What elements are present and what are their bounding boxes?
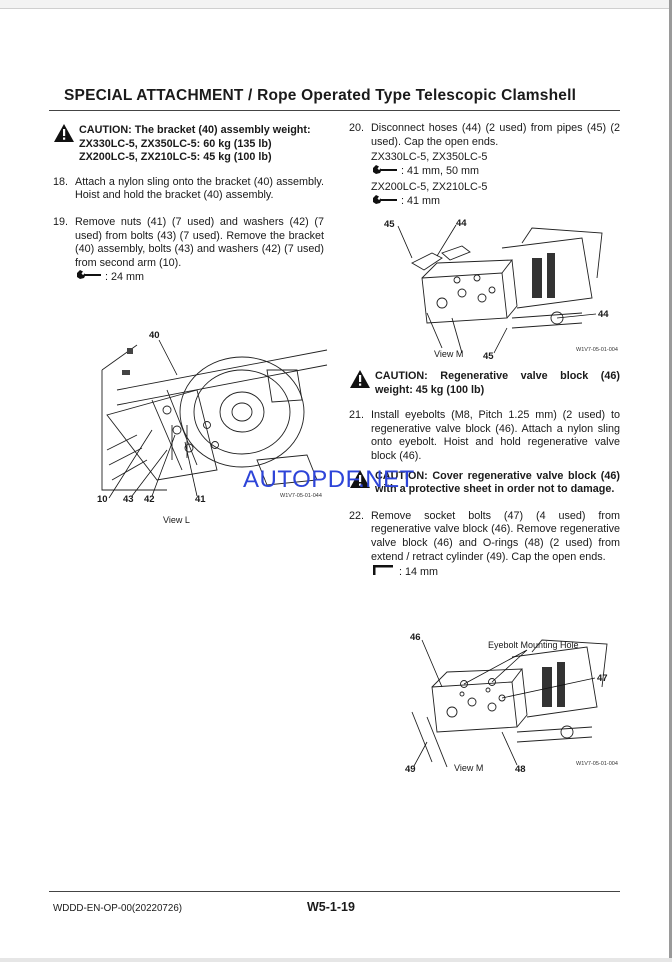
caution-weight-line: ZX330LC-5, ZX350LC-5: 60 kg (135 lb) xyxy=(79,137,272,150)
leader-lines xyxy=(402,632,624,777)
warning-triangle-icon xyxy=(349,369,371,394)
figure-view-m-hoses xyxy=(382,218,622,363)
eyebolt-label: Eyebolt Mounting Hole xyxy=(488,640,579,650)
watermark: AUTOPDF.NET xyxy=(243,466,415,493)
step-text: Disconnect hoses (44) (2 used) from pipes (45) (2 used). Cap the open ends. xyxy=(371,122,620,148)
callout-40: 40 xyxy=(149,330,160,341)
title-rule xyxy=(49,110,620,111)
callout-44: 44 xyxy=(598,309,609,320)
viewer-top-bar xyxy=(0,0,672,9)
caution-bracket-weight xyxy=(53,124,324,165)
caution-weight-line: ZX200LC-5, ZX210LC-5: 45 kg (100 lb) xyxy=(79,151,272,164)
tool-size: : 14 mm xyxy=(399,565,438,578)
step-text: Remove nuts (41) (7 used) and washers (42) (7 used) from bolts (43) (7 used). Remove the bracket (40) assembly, bolts (43) and washers (42) (7 used) from second arm (10). xyxy=(75,215,324,269)
caution-valve-weight xyxy=(349,370,620,397)
callout-41: 41 xyxy=(195,494,206,505)
figure-caption: View M xyxy=(434,349,464,359)
tool-spec xyxy=(371,165,620,180)
tool-spec xyxy=(371,564,620,581)
tool-size: : 41 mm xyxy=(401,195,440,208)
tool-size: : 24 mm xyxy=(105,270,144,283)
hex-key-icon xyxy=(371,564,399,581)
model-line: ZX200LC-5, ZX210LC-5 xyxy=(371,181,488,194)
wrench-icon xyxy=(371,165,401,180)
callout-49: 49 xyxy=(405,764,416,775)
right-column xyxy=(349,122,620,210)
callout-47: 47 xyxy=(597,673,608,684)
figure-code: W1V7-05-01-004 xyxy=(576,347,618,353)
callout-45: 45 xyxy=(483,351,494,362)
caution-text: CAUTION: Cover regenerative valve block (46) with a protective sheet in order not to damage. xyxy=(375,469,620,496)
step-18 xyxy=(53,176,324,203)
step-21 xyxy=(349,409,620,463)
warning-triangle-icon xyxy=(53,123,75,148)
leader-lines xyxy=(382,218,622,363)
doc-code: WDDD-EN-OP-00(20220726) xyxy=(53,903,183,914)
step-number: 21. xyxy=(349,409,365,422)
callout-43: 43 xyxy=(123,494,134,505)
callout-46: 46 xyxy=(410,632,421,643)
caution-heading: CAUTION: The bracket (40) assembly weight: xyxy=(79,124,311,136)
tool-spec xyxy=(371,195,620,210)
caution-text: CAUTION: Regenerative valve block (46) weight: 45 kg (100 lb) xyxy=(375,370,620,396)
step-text: Attach a nylon sling onto the bracket (40) assembly. Hoist and hold the bracket (40) assembly. xyxy=(75,175,324,202)
viewer-bottom-bar xyxy=(0,958,672,962)
step-number: 18. xyxy=(53,175,69,188)
callout-44: 44 xyxy=(456,218,467,229)
step-number: 20. xyxy=(349,122,365,134)
tool-spec xyxy=(75,270,324,285)
callout-48: 48 xyxy=(515,764,526,775)
callout-42: 42 xyxy=(144,494,155,505)
step-19 xyxy=(53,216,324,270)
step-number: 19. xyxy=(53,215,69,228)
step-text: Install eyebolts (M8, Pitch 1.25 mm) (2 used) to regenerative valve block (46). Attach a nylon sling onto eyebolt. Hoist and hold regenerative valve block (46). xyxy=(371,409,620,462)
figure-view-m-eyebolt xyxy=(402,632,624,777)
model-line: ZX330LC-5, ZX350LC-5 xyxy=(371,151,488,164)
page-title: SPECIAL ATTACHMENT / Rope Operated Type Telescopic Clamshell xyxy=(64,87,577,104)
figure-code: W1V7-05-01-004 xyxy=(576,761,618,767)
wrench-icon xyxy=(371,195,401,210)
left-column xyxy=(53,124,324,285)
footer-rule xyxy=(49,891,620,892)
callout-45: 45 xyxy=(384,219,395,230)
tool-size: : 41 mm, 50 mm xyxy=(401,165,479,178)
step-20 xyxy=(349,122,620,149)
figure-caption: View M xyxy=(454,763,484,773)
figure-caption: View L xyxy=(163,515,190,525)
wrench-icon xyxy=(75,270,105,285)
callout-10: 10 xyxy=(97,494,108,505)
step-22 xyxy=(349,510,620,564)
figure-code: W1V7-05-01-044 xyxy=(280,493,322,499)
figure-view-l xyxy=(97,330,337,530)
page-number: W5-1-19 xyxy=(307,900,355,914)
step-number: 22. xyxy=(349,509,365,522)
step-text: Remove socket bolts (47) (4 used) from regenerative valve block (46). Remove regenerative valve block (46) and O-rings (48) (2 used) from extend / retract cylinder (49). Cap the open ends. xyxy=(371,509,620,563)
